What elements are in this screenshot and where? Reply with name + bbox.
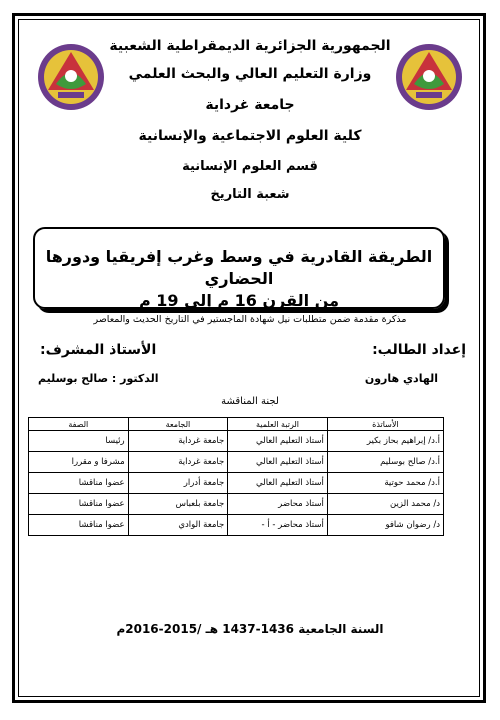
jury-cell: جامعة غرداية (128, 452, 228, 473)
jury-cell: د/ محمد الزين (327, 494, 443, 515)
page-border-inner (18, 19, 480, 697)
supervisor-name: الدكتور : صالح بوسليم (38, 372, 159, 385)
jury-header-professor: الأساتذة (327, 418, 443, 431)
header-ministry: وزارة التعليم العالي والبحث العلمي (128, 66, 372, 82)
jury-header-university: الجامعة (128, 418, 228, 431)
jury-cell: جامعة الوادي (128, 515, 228, 536)
jury-table (28, 417, 444, 536)
jury-cell: أ.د/ محمد حوتية (327, 473, 443, 494)
student-name: الهادي هارون (364, 372, 438, 385)
thesis-title-line1: الطريقة القادرية في وسط وغرب إفريقيا ودورها الحضاري (45, 247, 433, 288)
academic-year: السنة الجامعية 1436-1437 هـ /2015-2016م (116, 622, 384, 636)
jury-title: لجنة المناقشة (221, 396, 279, 407)
table-row (29, 494, 444, 515)
jury-cell: جامعة غرداية (128, 431, 228, 452)
jury-cell: أستاذ محاضر (228, 494, 328, 515)
jury-cell: عضوا مناقشا (29, 515, 129, 536)
jury-cell: مشرفا و مقررا (29, 452, 129, 473)
thesis-subtitle: مذكرة مقدمة ضمن متطلبات نيل شهادة الماجستير في التاريخ الحديث والمعاصر (93, 314, 407, 325)
jury-header-row (29, 418, 444, 431)
thesis-title-box (33, 227, 445, 309)
jury-cell: جامعة أدرار (128, 473, 228, 494)
header-department: قسم العلوم الإنسانية (182, 159, 318, 174)
jury-cell: د/ رضوان شافو (327, 515, 443, 536)
jury-cell: عضوا مناقشا (29, 494, 129, 515)
jury-cell: أستاذ التعليم العالي (228, 431, 328, 452)
jury-cell: رئيسا (29, 431, 129, 452)
table-row (29, 473, 444, 494)
table-row (29, 431, 444, 452)
header-university: جامعة غرداية (205, 97, 295, 113)
jury-cell: أ.د/ إبراهيم بحاز بكير (327, 431, 443, 452)
jury-header-rank: الرتبة العلمية (228, 418, 328, 431)
header-faculty: كلية العلوم الاجتماعية والإنسانية (138, 128, 362, 144)
header-branch: شعبة التاريخ (210, 187, 290, 202)
jury-cell: جامعة بلعباس (128, 494, 228, 515)
jury-cell: أ.د/ صالح بوسليم (327, 452, 443, 473)
header-republic: الجمهورية الجزائرية الديمقراطية الشعبية (109, 38, 391, 54)
jury-cell: عضوا مناقشا (29, 473, 129, 494)
table-row (29, 515, 444, 536)
table-row (29, 452, 444, 473)
jury-cell: أستاذ التعليم العالي (228, 473, 328, 494)
supervisor-label: الأستاذ المشرف: (40, 342, 157, 358)
jury-header-role: الصفة (29, 418, 129, 431)
thesis-title-line2: من القرن 16 م إلى 19 م (138, 291, 339, 310)
jury-cell: أستاذ محاضر - أ - (228, 515, 328, 536)
jury-cell: أستاذ التعليم العالي (228, 452, 328, 473)
student-label: إعداد الطالب: (372, 342, 466, 358)
